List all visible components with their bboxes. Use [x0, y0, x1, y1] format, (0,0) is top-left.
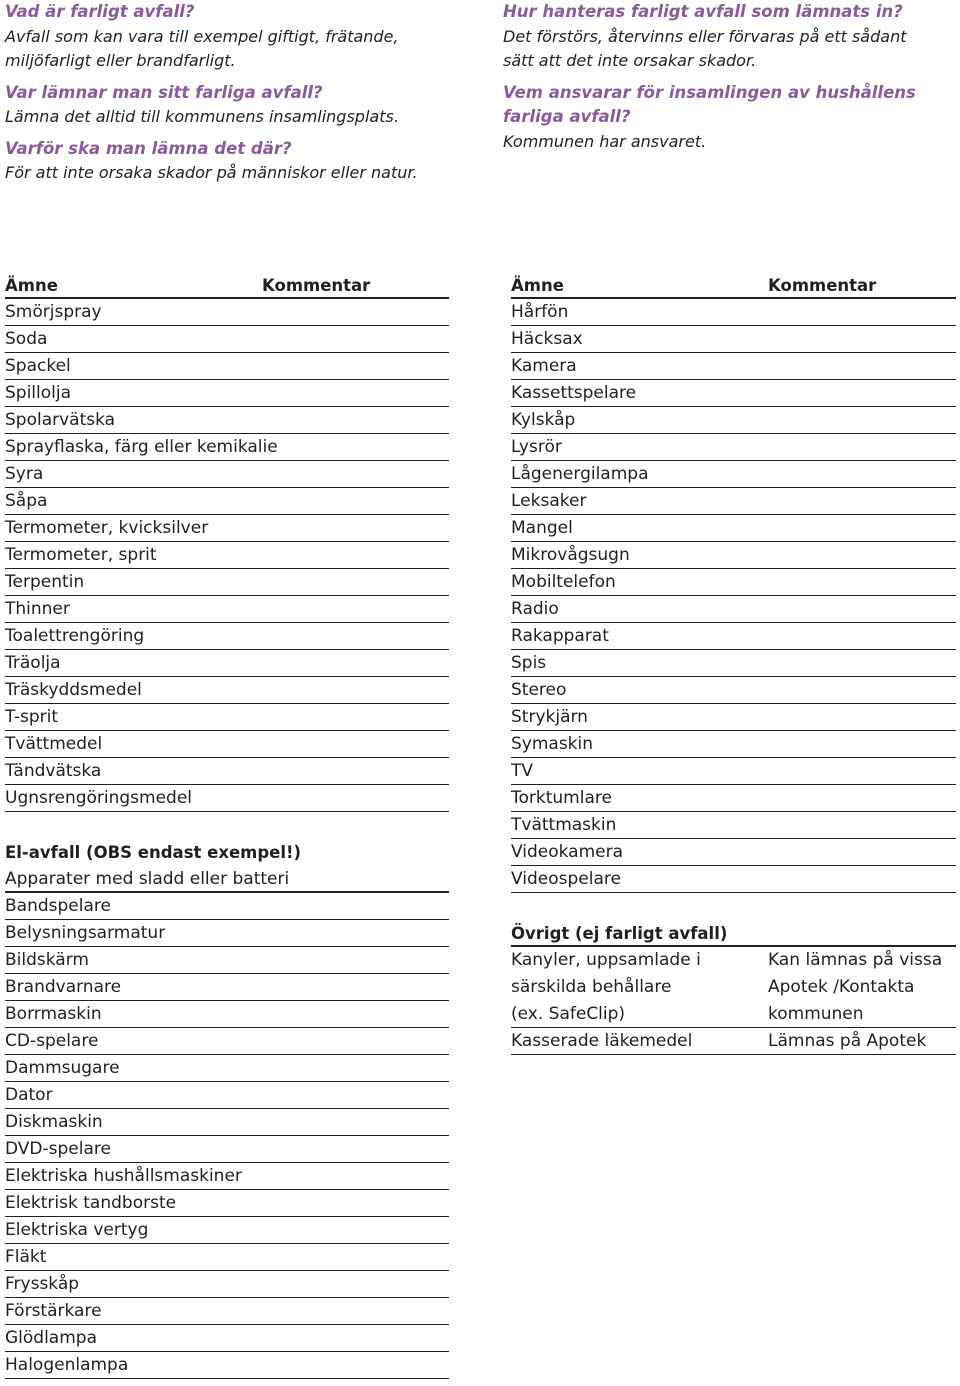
table-row: [5, 353, 449, 380]
table-cell-subject: CD-spelare: [5, 1031, 99, 1051]
table-cell-subject: Dator: [5, 1085, 53, 1105]
table-row: [511, 1001, 956, 1028]
table-cell-subject: Spackel: [5, 356, 71, 376]
table-cell-subject: Tvättmaskin: [511, 815, 617, 835]
table-row: [5, 650, 449, 677]
table-cell-subject: Diskmaskin: [5, 1112, 103, 1132]
faq-item: [5, 81, 445, 130]
spacer: [5, 812, 449, 839]
table-row: [5, 1271, 449, 1298]
table-row: [511, 812, 956, 839]
table-row: [511, 623, 956, 650]
hazardous-waste-table-right: [511, 272, 956, 1055]
table-cell-subject: Bildskärm: [5, 950, 89, 970]
table-row: [5, 1028, 449, 1055]
table-cell-subject: Mikrovågsugn: [511, 545, 630, 565]
table-row: [5, 380, 449, 407]
table-row: [511, 461, 956, 488]
el-waste-subtitle: [5, 866, 449, 893]
table-row: [5, 1352, 449, 1379]
table-cell-comment: Apotek /Kontakta: [768, 977, 915, 997]
table-row: [5, 299, 449, 326]
table-row: [5, 488, 449, 515]
table-row: [5, 1001, 449, 1028]
column-header-comment: Kommentar: [262, 276, 371, 295]
table-row: [5, 1055, 449, 1082]
table-cell-subject: Soda: [5, 329, 48, 349]
table-cell-subject: Lågenergilampa: [511, 464, 649, 484]
hazardous-waste-table-left: [5, 272, 449, 1379]
faq-right-column: [503, 0, 943, 161]
table-cell-subject: Leksaker: [511, 491, 587, 511]
table-row: [5, 461, 449, 488]
table-row: [5, 1136, 449, 1163]
table-row: [511, 704, 956, 731]
table-cell-subject: Tändvätska: [5, 761, 102, 781]
table-row: [511, 650, 956, 677]
table-row: [5, 974, 449, 1001]
table-cell-comment: kommunen: [768, 1004, 864, 1024]
faq-answer: sätt att det inte orsakar skador.: [503, 51, 757, 70]
table-cell-subject: Stereo: [511, 680, 567, 700]
table-row: [5, 434, 449, 461]
table-row: [5, 1082, 449, 1109]
table-row: [5, 542, 449, 569]
table-cell-subject: Sprayflaska, färg eller kemikalie: [5, 437, 278, 457]
table-row: [511, 947, 956, 974]
table-cell-subject: Belysningsarmatur: [5, 923, 166, 943]
table-row: [511, 542, 956, 569]
table-cell-subject: Toalettrengöring: [5, 626, 145, 646]
table-row: [511, 758, 956, 785]
el-waste-title: El-avfall (OBS endast exempel!): [5, 843, 302, 862]
table-cell-subject: särskilda behållare: [511, 977, 672, 997]
table-row: [5, 704, 449, 731]
table-row: [511, 407, 956, 434]
faq-question: Varför ska man lämna det där?: [5, 138, 292, 158]
table-cell-subject: Bandspelare: [5, 896, 111, 916]
table-cell-subject: Såpa: [5, 491, 48, 511]
table-body: [511, 299, 956, 893]
faq-answer: Avfall som kan vara till exempel giftigt, frätande,: [5, 26, 399, 46]
table-cell-subject: Häcksax: [511, 329, 583, 349]
column-header-subject: Ämne: [5, 276, 58, 295]
table-row: [5, 1217, 449, 1244]
table-cell-subject: Hårfön: [511, 302, 569, 322]
table-row: [5, 785, 449, 812]
faq-answer: Kommunen har ansvaret.: [503, 131, 707, 151]
table-row: [5, 623, 449, 650]
faq-question: Var lämnar man sitt farliga avfall?: [5, 82, 323, 102]
table-cell-subject: Kylskåp: [511, 410, 576, 430]
table-cell-subject: Termometer, kvicksilver: [5, 518, 209, 538]
table-row: [5, 1163, 449, 1190]
table-cell-subject: Videokamera: [511, 842, 624, 862]
table-row: [511, 731, 956, 758]
faq-answer: Det förstörs, återvinns eller förvaras på ett sådant: [503, 26, 907, 46]
table-row: [5, 1109, 449, 1136]
table-cell-subject: Elektrisk tandborste: [5, 1193, 177, 1213]
table-cell-subject: Termometer, sprit: [5, 545, 157, 565]
column-header-comment: Kommentar: [768, 276, 877, 295]
faq-question: Vem ansvarar för insamlingen av hushållens: [503, 82, 916, 102]
faq-left-column: [5, 0, 445, 193]
table-row: [511, 299, 956, 326]
faq-item: [503, 0, 943, 74]
column-header-subject: Ämne: [511, 276, 564, 295]
table-row: [5, 569, 449, 596]
table-cell-subject: T-sprit: [5, 707, 58, 727]
table-row: [511, 353, 956, 380]
table-cell-subject: Kamera: [511, 356, 577, 376]
table-row: [5, 920, 449, 947]
table-row: [511, 326, 956, 353]
table-row: [5, 731, 449, 758]
table-cell-subject: Fläkt: [5, 1247, 47, 1267]
spacer: [511, 893, 956, 920]
faq-answer: Lämna det alltid till kommunens insamlingsplats.: [5, 107, 399, 126]
table-cell-subject: Mangel: [511, 518, 573, 538]
table-header: [5, 272, 449, 299]
table-row: [5, 893, 449, 920]
table-cell-subject: (ex. SafeClip): [511, 1004, 626, 1024]
table-row: [511, 677, 956, 704]
table-body: [5, 299, 449, 812]
table-cell-subject: Smörjspray: [5, 302, 102, 322]
faq-item: [5, 137, 445, 186]
table-row: [5, 1298, 449, 1325]
table-row: [5, 1244, 449, 1271]
table-row: [511, 974, 956, 1001]
table-cell-subject: Torktumlare: [511, 788, 612, 808]
table-cell-subject: Träskyddsmedel: [5, 680, 142, 700]
table-cell-subject: Kassettspelare: [511, 383, 637, 403]
faq-question: Hur hanteras farligt avfall som lämnats in?: [503, 2, 903, 21]
table-row: [5, 677, 449, 704]
table-cell-subject: Spillolja: [5, 383, 72, 403]
table-cell-subject: Tvättmedel: [5, 734, 103, 754]
table-cell-subject: Syra: [5, 464, 44, 484]
table-row: [5, 1325, 449, 1352]
table-row: [511, 488, 956, 515]
table-cell-subject: Kanyler, uppsamlade i: [511, 950, 701, 970]
table-cell-subject: Spis: [511, 653, 547, 673]
table-cell-subject: Brandvarnare: [5, 977, 122, 997]
table-cell-subject: Halogenlampa: [5, 1355, 129, 1375]
table-cell-subject: Strykjärn: [511, 707, 588, 727]
table-cell-subject: Glödlampa: [5, 1328, 97, 1348]
table-cell-subject: Radio: [511, 599, 559, 619]
table-row: [511, 866, 956, 893]
table-cell-subject: Kasserade läkemedel: [511, 1031, 693, 1051]
faq-item: [503, 81, 943, 155]
table-cell-subject: Thinner: [5, 599, 70, 619]
table-row: [511, 839, 956, 866]
faq-question: Vad är farligt avfall?: [5, 2, 195, 21]
table-cell-subject: Mobiltelefon: [511, 572, 616, 592]
table-row: [511, 596, 956, 623]
faq-answer: miljöfarligt eller brandfarligt.: [5, 51, 236, 70]
table-cell-comment: Kan lämnas på vissa: [768, 950, 943, 970]
el-waste-body: [5, 893, 449, 1379]
ovrigt-body: [511, 947, 956, 1055]
faq-answer: För att inte orsaka skador på människor eller natur.: [5, 163, 418, 182]
ovrigt-title: Övrigt (ej farligt avfall): [511, 920, 956, 947]
table-cell-subject: Symaskin: [511, 734, 594, 754]
table-row: [5, 326, 449, 353]
table-cell-subject: Rakapparat: [511, 626, 609, 646]
el-waste-subtitle-text: Apparater med sladd eller batteri: [5, 869, 290, 889]
table-row: [5, 947, 449, 974]
table-cell-subject: Terpentin: [5, 572, 85, 592]
table-row: [511, 1028, 956, 1055]
table-row: [511, 380, 956, 407]
table-cell-subject: Spolarvätska: [5, 410, 116, 430]
table-cell-subject: Elektriska vertyg: [5, 1220, 149, 1240]
table-row: [511, 515, 956, 542]
table-row: [511, 785, 956, 812]
table-cell-subject: Ugnsrengöringsmedel: [5, 788, 193, 808]
table-cell-subject: Förstärkare: [5, 1301, 102, 1321]
table-row: [511, 434, 956, 461]
table-cell-subject: DVD-spelare: [5, 1139, 111, 1159]
table-cell-subject: Dammsugare: [5, 1058, 120, 1078]
table-cell-comment: Lämnas på Apotek: [768, 1031, 927, 1051]
table-cell-subject: Frysskåp: [5, 1274, 80, 1294]
table-row: [5, 407, 449, 434]
table-cell-subject: Elektriska hushållsmaskiner: [5, 1166, 242, 1186]
table-row: [5, 596, 449, 623]
table-cell-subject: Träolja: [5, 653, 61, 673]
table-cell-subject: TV: [511, 761, 534, 781]
table-cell-subject: Videospelare: [511, 869, 621, 889]
table-header: [511, 272, 956, 299]
table-row: [5, 758, 449, 785]
table-row: [5, 1190, 449, 1217]
faq-item: [5, 0, 445, 74]
table-cell-subject: Borrmaskin: [5, 1004, 102, 1024]
table-row: [5, 515, 449, 542]
table-row: [511, 569, 956, 596]
faq-question: farliga avfall?: [503, 107, 631, 126]
table-cell-subject: Lysrör: [511, 437, 562, 457]
